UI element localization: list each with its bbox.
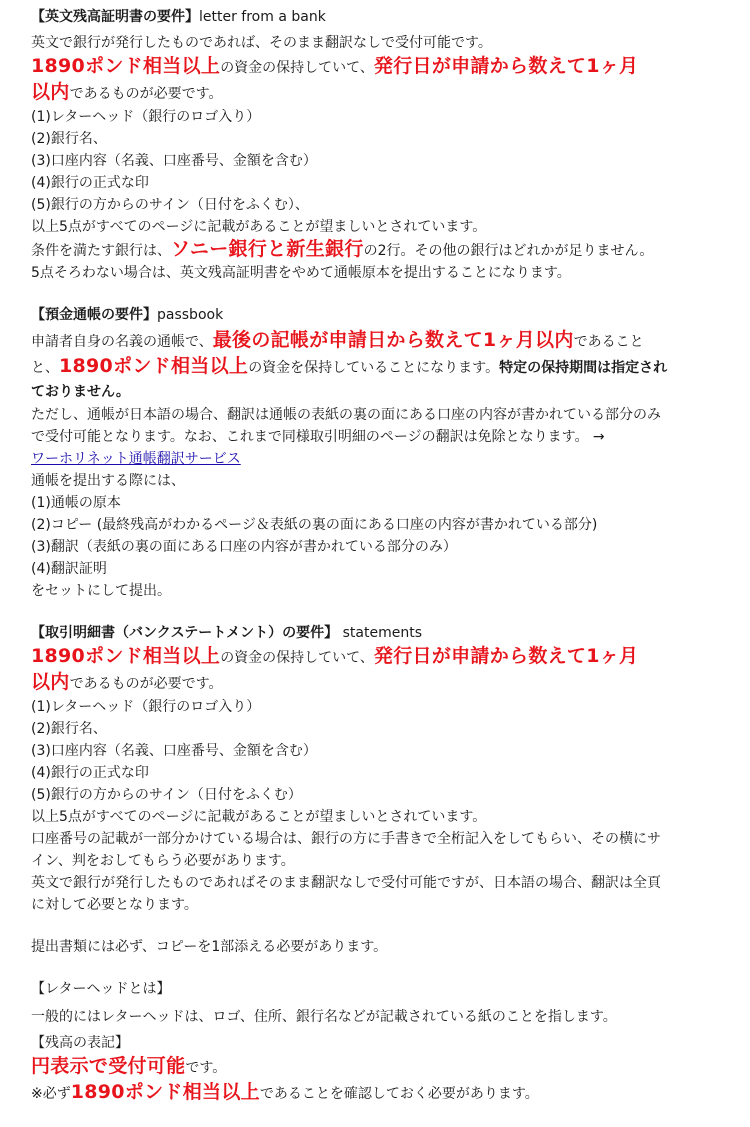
- date-highlight: 発行日が申請から数えて1ヶ月: [373, 645, 639, 667]
- note-text: 5点そろわない場合は、英文残高証明書をやめて通帳原本を提出することになります。: [31, 265, 571, 281]
- submit-intro: 通帳を提出する際には、: [31, 473, 185, 489]
- p1-pre: 申請者自身の名義の通帳で、: [31, 334, 213, 350]
- letterhead-definition: 一般的にはレターヘッドは、ロゴ、住所、銀行名などが記載されている紙のことを指します。: [31, 1009, 617, 1025]
- list-item: (4)翻訳証明: [31, 561, 107, 577]
- requirement-line-2: [31, 80, 736, 106]
- intro-text: 英文で銀行が発行したものであれば、そのまま翻訳なしで受付可能です。: [31, 35, 492, 51]
- holding-period-note: 特定の保持期間は指定されておりません。: [31, 360, 668, 400]
- requirement-mid: の資金の保持していて、: [220, 60, 374, 76]
- requirement-line-2: [31, 670, 736, 696]
- amount-highlight: 1890ポンド相当以上: [31, 645, 221, 667]
- requirement-end: であるものが必要です。: [69, 86, 223, 102]
- translation-text: ただし、通帳が日本語の場合、翻訳は通帳の表紙の裏の面にある口座の内容が書かれている部分のみで受付可能となります。なお、これまで同様取引明細のページの翻訳は免除となります。 →: [31, 407, 661, 445]
- list-item: (2)銀行名、: [31, 721, 107, 737]
- list-item: (4)銀行の正式な印: [31, 175, 149, 191]
- check-pre: ※必ず: [31, 1086, 71, 1102]
- p1-mid: であることと、: [31, 334, 644, 376]
- yen-note: [31, 1054, 736, 1080]
- section-bank-letter-heading: [31, 6, 736, 28]
- list-item: (3)口座内容（名義、口座番号、金額を含む）: [31, 743, 317, 759]
- banks-text: [31, 238, 671, 262]
- date-highlight: 発行日が申請から数えて1ヶ月: [373, 55, 639, 77]
- requirement-mid: の資金の保持していて、: [220, 650, 374, 666]
- list-item: (4)銀行の正式な印: [31, 765, 149, 781]
- list-item: (5)銀行の方からのサイン（日付をふくむ）、: [31, 197, 309, 213]
- list-item: (1)レターヘッド（銀行のロゴ入り）: [31, 699, 261, 715]
- banks-pre: 条件を満たす銀行は、: [31, 243, 171, 259]
- check-post: であることを確認しておく必要があります。: [259, 1086, 539, 1102]
- letterhead-heading: 【レターヘッドとは】: [31, 981, 171, 997]
- list-item: (3)口座内容（名義、口座番号、金額を含む）: [31, 153, 317, 169]
- amount-highlight: 1890ポンド相当以上: [31, 55, 221, 77]
- last-entry-highlight: 最後の記帳が申請日から数えて1ヶ月以内: [212, 329, 574, 351]
- yen-highlight: 円表示で受付可能: [31, 1055, 186, 1077]
- check-note: [31, 1080, 736, 1106]
- list-item: (2)銀行名、: [31, 131, 107, 147]
- p1-post: の資金を保持していることになります。: [248, 360, 500, 376]
- list-item: (5)銀行の方からのサイン（日付をふくむ）: [31, 787, 302, 803]
- date-highlight-cont: 以内: [31, 671, 70, 693]
- yen-post: です。: [185, 1060, 227, 1076]
- translation-service-link[interactable]: ワーホリネット通帳翻訳サービス: [31, 451, 241, 467]
- copy-note: 提出書類には必ず、コピーを1部添える必要があります。: [31, 939, 388, 955]
- list-item: (2)コピー (最終残高がわかるページ＆表紙の裏の面にある口座の内容が書かれている部分): [31, 517, 598, 533]
- amount-highlight: 1890ポンド相当以上: [70, 1081, 260, 1103]
- list-item: (3)翻訳（表紙の裏の面にある口座の内容が書かれている部分のみ）: [31, 539, 457, 555]
- note-text: 口座番号の記載が一部分かけている場合は、銀行の方に手書きで全桁記入をしてもらい、その横にサイン、判をおしてもらう必要があります。: [31, 831, 661, 869]
- date-highlight-cont: 以内: [31, 81, 70, 103]
- balance-heading: 【残高の表記】: [31, 1035, 129, 1051]
- amount-highlight: 1890ポンド相当以上: [59, 355, 249, 377]
- requirement-line: [31, 644, 736, 670]
- translation-note: [31, 404, 671, 470]
- section-title: 【取引明細書（バンクステートメント）の要件】: [31, 625, 339, 641]
- banks-post: の2行。その他の銀行はどれかが足りません。: [363, 243, 654, 259]
- requirement-line: [31, 54, 736, 80]
- list-item: (1)レターヘッド（銀行のロゴ入り）: [31, 109, 261, 125]
- note-text: 以上5点がすべてのページに記載があることが望ましいとされています。: [31, 219, 487, 235]
- passbook-requirement: [31, 328, 671, 404]
- section-title-en: letter from a bank: [199, 9, 326, 25]
- submit-end: をセットにして提出。: [31, 583, 171, 599]
- list-item: (1)通帳の原本: [31, 495, 121, 511]
- section-title-en: passbook: [157, 307, 224, 323]
- section-title-en: statements: [342, 625, 422, 641]
- note-text: 英文で銀行が発行したものであればそのまま翻訳なしで受付可能ですが、日本語の場合、翻訳は全頁に対して必要となります。: [31, 875, 661, 913]
- section-title: 【英文残高証明書の要件】: [31, 9, 199, 25]
- section-title: 【預金通帳の要件】: [31, 307, 157, 323]
- section-passbook-heading: [31, 304, 736, 326]
- requirement-end: であるものが必要です。: [69, 676, 223, 692]
- note-text: 以上5点がすべてのページに記載があることが望ましいとされています。: [31, 809, 487, 825]
- section-statements-heading: [31, 622, 736, 644]
- banks-highlight: ソニー銀行と新生銀行: [171, 238, 364, 260]
